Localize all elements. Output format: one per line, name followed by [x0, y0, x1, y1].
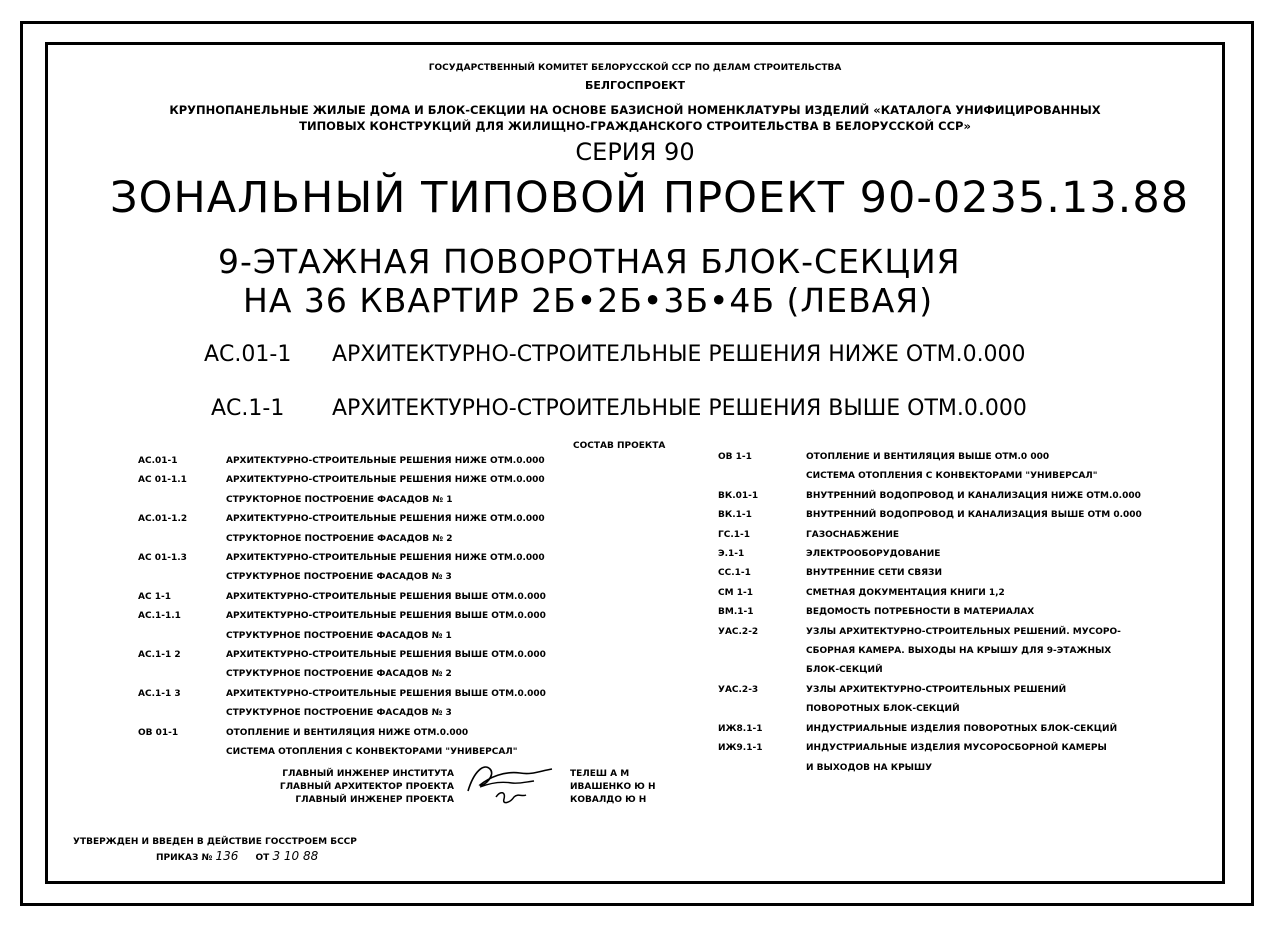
handwritten-signatures	[460, 757, 568, 811]
list-item: СБОРНАЯ КАМЕРА. ВЫХОДЫ НА КРЫШУ ДЛЯ 9-ЭТАЖНЫХ	[806, 646, 1112, 657]
list-item: СИСТЕМА ОТОПЛЕНИЯ С КОНВЕКТОРАМИ "УНИВЕРСАЛ"	[806, 471, 1098, 482]
project-title: ЗОНАЛЬНЫЙ ТИПОВОЙ ПРОЕКТ 90-0235.13.88	[110, 173, 1190, 223]
list-item: АС.01-1.2 АРХИТЕКТУРНО-СТРОИТЕЛЬНЫЕ РЕШЕНИЯ НИЖЕ ОТМ.0.000	[138, 514, 545, 525]
composition-list-right	[718, 448, 1142, 778]
list-item: СС.1-1 ВНУТРЕННИЕ СЕТИ СВЯЗИ	[718, 568, 942, 579]
list-item: УАС.2-2 УЗЛЫ АРХИТЕКТУРНО-СТРОИТЕЛЬНЫХ РЕШЕНИЙ. МУСОРО-	[718, 626, 1121, 637]
album-code-2: АС.1-1	[211, 396, 285, 421]
signature-names: ТЕЛЕШ А М ИВАШЕНКО Ю Н КОВАЛДО Ю Н	[570, 769, 656, 805]
project-subtitle-2: НА 36 КВАРТИР 2Б•2Б•3Б•4Б (ЛЕВАЯ)	[243, 281, 934, 320]
list-item: УАС.2-3 УЗЛЫ АРХИТЕКТУРНО-СТРОИТЕЛЬНЫХ РЕШЕНИЙ	[718, 684, 1067, 695]
album-code-1: АС.01-1	[204, 342, 292, 367]
project-subtitle-1: 9-ЭТАЖНАЯ ПОВОРОТНАЯ БЛОК-СЕКЦИЯ	[218, 242, 961, 281]
list-item: ИЖ9.1-1 ИНДУСТРИАЛЬНЫЕ ИЗДЕЛИЯ МУСОРОСБОРНОЙ КАМЕРЫ	[718, 743, 1107, 754]
list-item: СМ 1-1 СМЕТНАЯ ДОКУМЕНТАЦИЯ КНИГИ 1,2	[718, 587, 1005, 598]
approval-order: ПРИКАЗ № 136 ОТ 3 10 88	[156, 849, 319, 863]
list-item: АС 1-1 АРХИТЕКТУРНО-СТРОИТЕЛЬНЫЕ РЕШЕНИЯ ВЫШЕ ОТМ.0.000	[138, 591, 546, 602]
list-item: И ВЫХОДОВ НА КРЫШУ	[806, 762, 933, 773]
list-item: АС 01-1.1 АРХИТЕКТУРНО-СТРОИТЕЛЬНЫЕ РЕШЕНИЯ НИЖЕ ОТМ.0.000	[138, 475, 545, 486]
committee-line: ГОСУДАРСТВЕННЫЙ КОМИТЕТ БЕЛОРУССКОЙ ССР ПО ДЕЛАМ СТРОИТЕЛЬСТВА	[428, 63, 842, 73]
list-item: СТРУКТОРНОЕ ПОСТРОЕНИЕ ФАСАДОВ № 2	[226, 533, 453, 544]
list-item: ПОВОРОТНЫХ БЛОК-СЕКЦИЙ	[806, 704, 960, 715]
list-item: Э.1-1 ЭЛЕКТРООБОРУДОВАНИЕ	[718, 549, 941, 560]
list-item: АС.1-1 2 АРХИТЕКТУРНО-СТРОИТЕЛЬНЫЕ РЕШЕНИЯ ВЫШЕ ОТМ.0.000	[138, 650, 546, 661]
list-item: СТРУКТУРНОЕ ПОСТРОЕНИЕ ФАСАДОВ № 2	[226, 669, 452, 680]
list-item: ВМ.1-1 ВЕДОМОСТЬ ПОТРЕБНОСТИ В МАТЕРИАЛАХ	[718, 607, 1035, 618]
list-item: ВК.1-1 ВНУТРЕННИЙ ВОДОПРОВОД И КАНАЛИЗАЦИЯ ВЫШЕ ОТМ 0.000	[718, 510, 1142, 521]
order-date: 3 10 88	[272, 849, 319, 863]
list-item: АС.1-1.1 АРХИТЕКТУРНО-СТРОИТЕЛЬНЫЕ РЕШЕНИЯ ВЫШЕ ОТМ.0.000	[138, 611, 546, 622]
approval-line: УТВЕРЖДЕН И ВВЕДЕН В ДЕЙСТВИЕ ГОССТРОЕМ БССР	[73, 837, 357, 847]
list-item: АС 01-1.3 АРХИТЕКТУРНО-СТРОИТЕЛЬНЫЕ РЕШЕНИЯ НИЖЕ ОТМ.0.000	[138, 553, 545, 564]
description-line-2: ТИПОВЫХ КОНСТРУКЦИЙ ДЛЯ ЖИЛИЩНО-ГРАЖДАНСКОГО СТРОИТЕЛЬСТВА В БЕЛОРУССКОЙ ССР»	[299, 119, 971, 133]
list-item: АС.01-1 АРХИТЕКТУРНО-СТРОИТЕЛЬНЫЕ РЕШЕНИЯ НИЖЕ ОТМ.0.000	[138, 456, 545, 466]
list-item: АС.1-1 3 АРХИТЕКТУРНО-СТРОИТЕЛЬНЫЕ РЕШЕНИЯ ВЫШЕ ОТМ.0.000	[138, 688, 546, 699]
order-number: 136	[215, 849, 239, 863]
list-item: ОВ 1-1 ОТОПЛЕНИЕ И ВЕНТИЛЯЦИЯ ВЫШЕ ОТМ.0 000	[718, 452, 1050, 462]
album-title-2: АРХИТЕКТУРНО-СТРОИТЕЛЬНЫЕ РЕШЕНИЯ ВЫШЕ ОТМ.0.000	[332, 396, 1027, 421]
list-item: СТРУКТУРНОЕ ПОСТРОЕНИЕ ФАСАДОВ № 3	[226, 708, 452, 719]
list-item: ГС.1-1 ГАЗОСНАБЖЕНИЕ	[718, 529, 900, 540]
composition-heading: СОСТАВ ПРОЕКТА	[573, 441, 666, 451]
album-title-1: АРХИТЕКТУРНО-СТРОИТЕЛЬНЫЕ РЕШЕНИЯ НИЖЕ ОТМ.0.000	[332, 342, 1026, 367]
list-item: СТРУКТУРНОЕ ПОСТРОЕНИЕ ФАСАДОВ № 1	[226, 630, 452, 641]
description-line-1: КРУПНОПАНЕЛЬНЫЕ ЖИЛЫЕ ДОМА И БЛОК-СЕКЦИИ НА ОСНОВЕ БАЗИСНОЙ НОМЕНКЛАТУРЫ ИЗДЕЛИЙ «КАТАЛОГА УНИФИЦИРОВАННЫХ	[169, 103, 1101, 117]
list-item: СТРУКТОРНОЕ ПОСТРОЕНИЕ ФАСАДОВ № 1	[226, 494, 453, 505]
composition-list-left	[138, 452, 546, 763]
list-item: ИЖ8.1-1 ИНДУСТРИАЛЬНЫЕ ИЗДЕЛИЯ ПОВОРОТНЫХ БЛОК-СЕКЦИЙ	[718, 723, 1118, 734]
list-item: БЛОК-СЕКЦИЙ	[806, 665, 883, 676]
list-item: ВК.01-1 ВНУТРЕННИЙ ВОДОПРОВОД И КАНАЛИЗАЦИЯ НИЖЕ ОТМ.0.000	[718, 490, 1141, 501]
series-label: СЕРИЯ 90	[575, 138, 695, 166]
list-item: СТРУКТУРНОЕ ПОСТРОЕНИЕ ФАСАДОВ № 3	[226, 572, 452, 583]
signature-roles: ГЛАВНЫЙ ИНЖЕНЕР ИНСТИТУТА ГЛАВНЫЙ АРХИТЕКТОР ПРОЕКТА ГЛАВНЫЙ ИНЖЕНЕР ПРОЕКТА	[279, 769, 454, 805]
organization-name: БЕЛГОСПРОЕКТ	[584, 79, 686, 92]
list-item: СИСТЕМА ОТОПЛЕНИЯ С КОНВЕКТОРАМИ "УНИВЕРСАЛ"	[226, 747, 518, 758]
list-item: ОВ 01-1 ОТОПЛЕНИЕ И ВЕНТИЛЯЦИЯ НИЖЕ ОТМ.0.000	[138, 727, 469, 738]
title-sheet	[45, 42, 1225, 884]
